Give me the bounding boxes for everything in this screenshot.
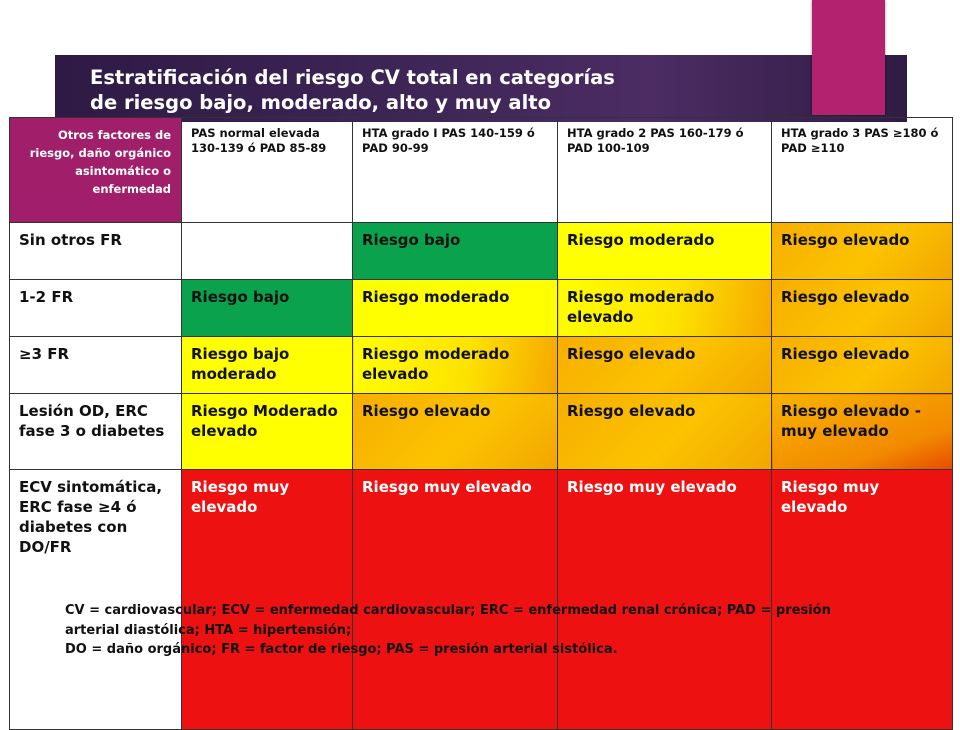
risk-cell: Riesgo moderado [353,280,558,337]
header-risk-factors: Otros factores de riesgo, daño orgánico asintomático o enfermedad [10,118,182,223]
footnote-line-3: DO = daño orgánico; FR = factor de riesgo; PAS = presión arterial sistólica. [65,642,618,657]
header-grade-3: HTA grado 3 PAS ≥180 ó PAD ≥110 [772,118,953,223]
risk-cell: Riesgo elevado [772,223,953,280]
table-row [10,394,953,470]
footnote-line-2: arterial diastólica; HTA = hipertensión; [65,622,352,638]
risk-cell: Riesgo elevado [772,280,953,337]
row-label: Lesión OD, ERC fase 3 o diabetes [10,394,182,470]
table-row [10,470,953,730]
slide-title [90,65,615,115]
risk-cell [182,223,353,280]
risk-cell: Riesgo elevado [558,394,772,470]
row-label: ECV sintomática, ERC fase ≥4 ó diabetes con DO/FR [10,470,182,730]
risk-cell: Riesgo elevado - muy elevado [772,394,953,470]
header-grade-2: HTA grado 2 PAS 160-179 ó PAD 100-109 [558,118,772,223]
row-label: ≥3 FR [10,337,182,394]
risk-cell: Riesgo bajo moderado [182,337,353,394]
risk-cell: Riesgo muy elevado [182,470,353,730]
footnote [65,601,831,660]
footnote-line-1: CV = cardiovascular; ECV = enfermedad cardiovascular; ERC = enfermedad renal crónica; PAD = presión [65,603,831,618]
risk-cell: Riesgo bajo [353,223,558,280]
title-line-1: Estratificación del riesgo CV total en categorías [90,66,615,89]
risk-cell: Riesgo elevado [772,337,953,394]
table-row [10,280,953,337]
risk-cell: Riesgo elevado [558,337,772,394]
risk-cell: Riesgo moderado elevado [353,337,558,394]
table-row [10,337,953,394]
risk-cell: Riesgo Moderado elevado [182,394,353,470]
row-label: Sin otros FR [10,223,182,280]
risk-cell: Riesgo muy elevado [558,470,772,730]
risk-cell: Riesgo muy elevado [772,470,953,730]
risk-cell: Riesgo moderado [558,223,772,280]
row-label: 1-2 FR [10,280,182,337]
header-normal-elevated: PAS normal elevada 130-139 ó PAD 85-89 [182,118,353,223]
risk-cell: Riesgo muy elevado [353,470,558,730]
risk-cell: Riesgo bajo [182,280,353,337]
title-line-2: de riesgo bajo, moderado, alto y muy alto [90,91,551,114]
accent-bar [812,0,885,115]
risk-cell: Riesgo moderado elevado [558,280,772,337]
table-row [10,223,953,280]
header-grade-1: HTA grado I PAS 140-159 ó PAD 90-99 [353,118,558,223]
risk-cell: Riesgo elevado [353,394,558,470]
header-row [10,118,953,223]
